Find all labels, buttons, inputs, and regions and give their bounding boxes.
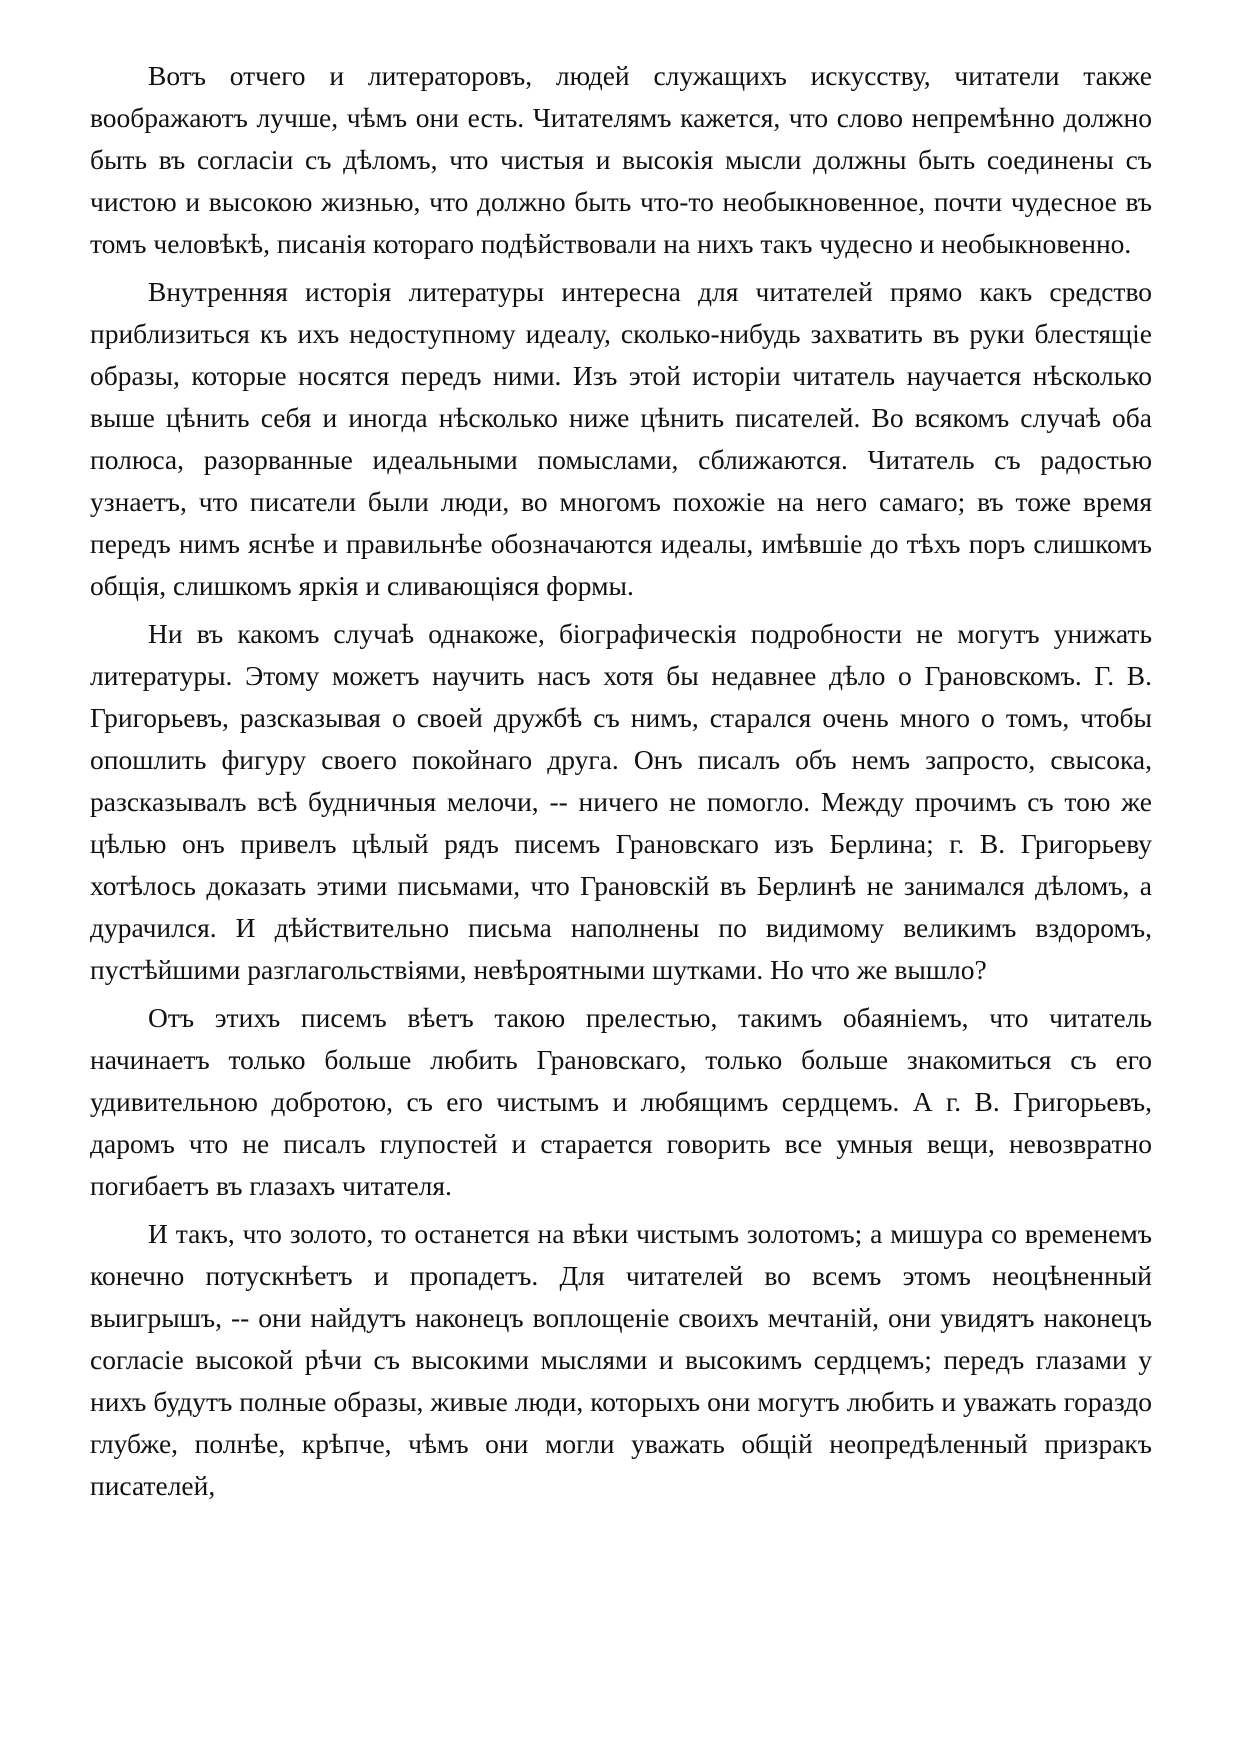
paragraph-4: Отъ этихъ писемъ вѣетъ такою прелестью, такимъ обаяніемъ, что читатель начинаетъ только больше любить Грановскаго, только больше знакомиться съ его удивительною добротою, съ его чистымъ и любящимъ сердцемъ. А г. В. Григорьевъ, даромъ что не писалъ глупостей и старается говорить все умныя вещи, невозвратно погибаетъ въ глазахъ читателя. (90, 1002, 1152, 1201)
paragraph-3: Ни въ какомъ случаѣ однакоже, біографическія подробности не могутъ унижать литературы. Этому можетъ научить насъ хотя бы недавнее дѣло о Грановскомъ. Г. В. Григорьевъ, разсказывая о своей дружбѣ съ нимъ, старался очень много о томъ, чтобы опошлить фигуру своего покойнаго друга. Онъ писалъ объ немъ запросто, свысока, разсказывалъ всѣ будничныя мелочи, -- ничего не помогло. Между прочимъ съ тою же цѣлью онъ привелъ цѣлый рядъ писемъ Грановскаго изъ Берлина; г. В. Григорьеву хотѣлось доказать этими письмами, что Грановскій въ Берлинѣ не занимался дѣломъ, а дурачился. И дѣйствительно письма наполнены по видимому великимъ вздоромъ, пустѣйшими разглагольствіями, невѣроятными шутками. Но что же вышло? (90, 618, 1152, 985)
paragraph-1: Вотъ отчего и литераторовъ, людей служащихъ искусству, читатели также воображаютъ лучше, чѣмъ они есть. Читателямъ кажется, что слово непремѣнно должно быть въ согласіи съ дѣломъ, что чистыя и высокія мысли должны быть соединены съ чистою и высокою жизнью, что должно быть что-то необыкновенное, почти чудесное въ томъ человѣкѣ, писанія котораго подѣйствовали на нихъ такъ чудесно и необыкновенно. (90, 60, 1152, 259)
document-page (90, 55, 1152, 1513)
paragraph-2: Внутренняя исторія литературы интересна для читателей прямо какъ средство приблизиться къ ихъ недоступному идеалу, сколько-нибудь захватить въ руки блестящіе образы, которые носятся передъ ними. Изъ этой исторіи читатель научается нѣсколько выше цѣнить себя и иногда нѣсколько ниже цѣнить писателей. Во всякомъ случаѣ оба полюса, разорванные идеальными помыслами, сближаются. Читатель съ радостью узнаетъ, что писатели были люди, во многомъ похожіе на него самаго; въ тоже время передъ нимъ яснѣе и правильнѣе обозначаются идеалы, имѣвшіе до тѣхъ поръ слишкомъ общія, слишкомъ яркія и сливающіяся формы. (90, 276, 1152, 601)
paragraph-5: И такъ, что золото, то останется на вѣки чистымъ золотомъ; а мишура со временемъ конечно потускнѣетъ и пропадетъ. Для читателей во всемъ этомъ неоцѣненный выигрышъ, -- они найдутъ наконецъ воплощеніе своихъ мечтаній, они увидятъ наконецъ согласіе высокой рѣчи съ высокими мыслями и высокимъ сердцемъ; передъ глазами у нихъ будутъ полные образы, живые люди, которыхъ они могутъ любить и уважать гораздо глубже, полнѣе, крѣпче, чѣмъ они могли уважать общій неопредѣленный призракъ писателей, (90, 1218, 1152, 1501)
